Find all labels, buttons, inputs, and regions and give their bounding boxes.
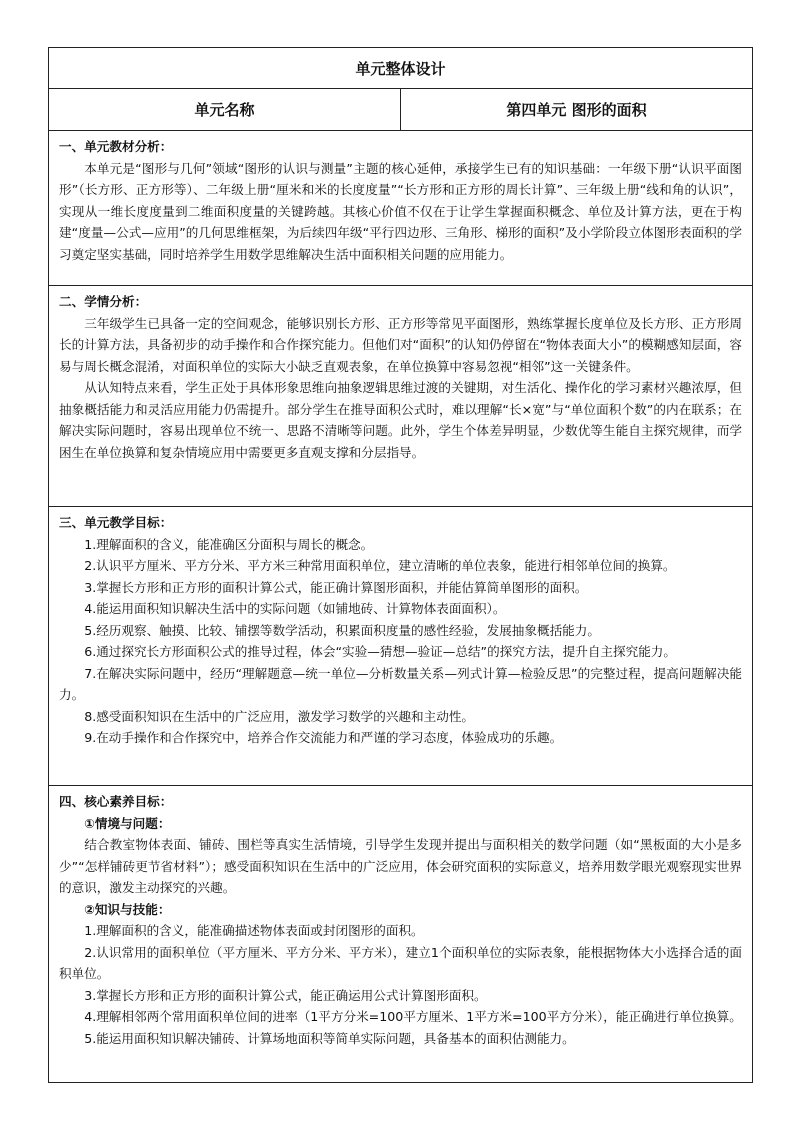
- section-core-literacy-goals: [49, 786, 752, 1082]
- subsection-heading-skills: ②知识与技能：: [84, 901, 171, 917]
- section-teaching-goals: [49, 507, 752, 786]
- goal-item: 1.理解面积的含义，能准确区分面积与周长的概念。: [84, 536, 374, 552]
- section-heading: 四、核心素养目标：: [59, 794, 173, 809]
- unit-name-row: [49, 89, 752, 131]
- section-heading: 二、学情分析：: [59, 294, 148, 309]
- goal-item: 8.感受面积知识在生活中的广泛应用，激发学习数学的兴趣和主动性。: [84, 708, 475, 724]
- goal-item: 2.认识平方厘米、平方分米、平方米三种常用面积单位，建立清晰的单位表象，能进行相邻单位间的换算。: [84, 558, 676, 573]
- section-learner-analysis: [49, 286, 752, 507]
- section-paragraph: 从认知特点来看，学生正处于具体形象思维向抽象逻辑思维过渡的关键期，对生活化、操作化的学习素材兴趣浓厚，但抽象概括能力和灵活应用能力仍需提升。部分学生在推导面积公式时，难以理解“长×宽”与“单位面积个数”的内在联系；在解决实际问题时，容易出现单位不统一、思路不清晰等问题。此外，学生个体差异明显，少数优等生能自主探究规律，而学困生在单位换算和复杂情境应用中需要更多直观支撑和分层指导。: [59, 380, 742, 460]
- skill-item: 5.能运用面积知识解决铺砖、计算场地面积等简单实际问题，具备基本的面积估测能力。: [84, 1030, 575, 1046]
- unit-design-table: [48, 47, 753, 1083]
- table-title: 单元整体设计: [355, 59, 446, 78]
- unit-name-value: 第四单元 图形的面积: [506, 101, 647, 119]
- skill-item: 1.理解面积的含义，能准确描述物体表面或封闭图形的面积。: [84, 923, 424, 938]
- section-paragraph: 本单元是“图形与几何”领域“图形的认识与测量”主题的核心延伸，承接学生已有的知识基础：一年级下册“认识平面图形”（长方形、正方形等）、二年级上册“厘米和米的长度度量”“长方形和正方形的周长计算”、三年级上册“线和角的认识”，实现从一维长度度量到二维面积度量的关键跨越。其核心价值不仅在于让学生掌握面积概念、单位及计算方法，更在于构建“度量—公式—应用”的几何思维框架，为后续四年级“平行四边形、三角形、梯形的面积”及小学阶段立体图形表面积的学习奠定坚实基础，同时培养学生用数学思维解决生活中面积相关问题的应用能力。: [59, 160, 742, 262]
- goal-item: 7.在解决实际问题中，经历“理解题意—统一单位—分析数量关系—列式计算—检验反思”的完整过程，提高问题解决能力。: [59, 665, 742, 702]
- subsection-paragraph: 结合教室物体表面、铺砖、围栏等真实生活情境，引导学生发现并提出与面积相关的数学问题（如“黑板面的大小是多少”“怎样铺砖更节省材料”）；感受面积知识在生活中的广泛应用，体会研究面积的实际意义，培养用数学眼光观察现实世界的意识，激发主动探究的兴趣。: [59, 837, 742, 895]
- table-title-row: [49, 48, 752, 89]
- goal-item: 9.在动手操作和合作探究中，培养合作交流能力和严谨的学习态度，体验成功的乐趣。: [84, 730, 563, 745]
- goal-item: 6.通过探究长方形面积公式的推导过程，体会“实验—猜想—验证—总结”的探究方法，提升自主探究能力。: [84, 644, 676, 659]
- section-heading: 一、单元教材分析：: [59, 139, 173, 154]
- subsection-heading-context: ①情境与问题：: [84, 815, 171, 831]
- skill-item: 2.认识常用的面积单位（平方厘米、平方分米、平方米），建立1个面积单位的实际表象，能根据物体大小选择合适的面积单位。: [59, 944, 742, 981]
- skill-item: 3.掌握长方形和正方形的面积计算公式，能正确运用公式计算图形面积。: [84, 987, 487, 1003]
- section-textbook-analysis: [49, 131, 752, 286]
- skill-item: 4.理解相邻两个常用面积单位间的进率（1平方分米=100平方厘米、1平方米=100平方分米），能正确进行单位换算。: [84, 1009, 742, 1024]
- goal-item: 4.能运用面积知识解决生活中的实际问题（如铺地砖、计算物体表面面积）。: [84, 601, 506, 616]
- unit-name-label: 单元名称: [49, 89, 401, 130]
- section-paragraph: 三年级学生已具备一定的空间观念，能够识别长方形、正方形等常见平面图形，熟练掌握长度单位及长方形、正方形周长的计算方法，具备初步的动手操作和合作探究能力。但他们对“面积”的认知仍停留在“物体表面大小”的模糊感知层面，容易与周长概念混淆，对面积单位的实际大小缺乏直观表象，在单位换算中容易忽视“相邻”这一关键条件。: [59, 315, 742, 374]
- section-heading: 三、单元教学目标：: [59, 515, 173, 530]
- goal-item: 5.经历观察、触摸、比较、铺摆等数学活动，积累面积度量的感性经验，发展抽象概括能力。: [84, 622, 600, 638]
- goal-item: 3.掌握长方形和正方形的面积计算公式，能正确计算图形面积，并能估算简单图形的面积。: [84, 579, 588, 595]
